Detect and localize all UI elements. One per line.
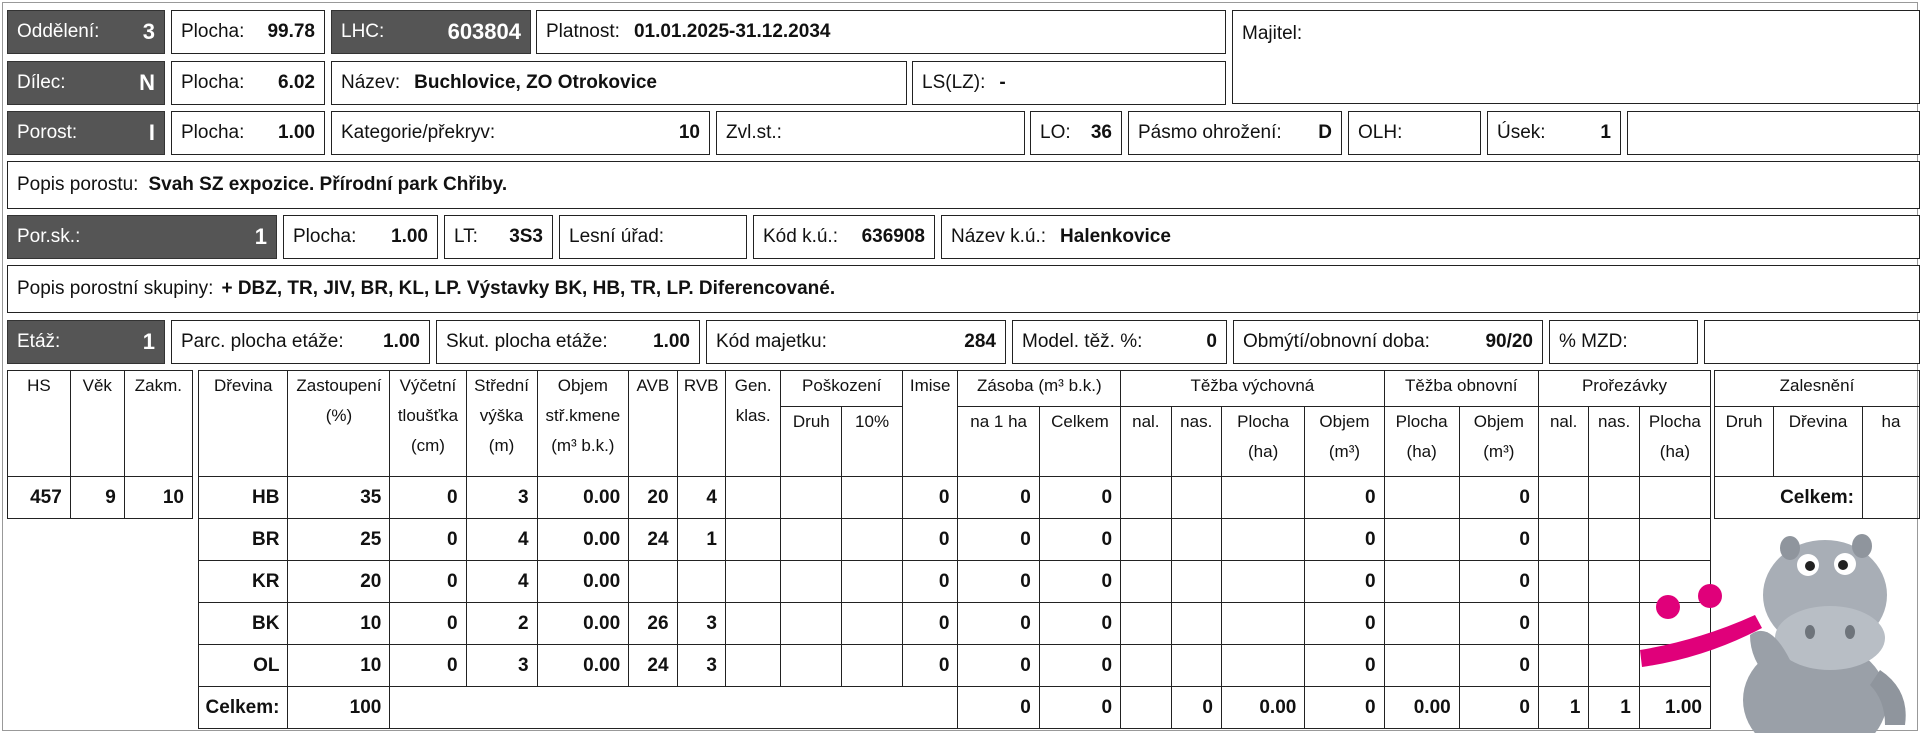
imise-cell: 0 <box>902 519 958 561</box>
to-objem-l1: Objem <box>1473 412 1524 431</box>
vyc-l1: Výčetní <box>399 376 457 395</box>
usek-value: 1 <box>1600 122 1611 143</box>
table-total-row <box>199 687 1711 729</box>
obmyti-cell <box>1233 320 1543 364</box>
zvl-cell <box>716 111 1025 155</box>
stredni-cell: 3 <box>466 645 537 687</box>
dilec-label: Dílec: <box>17 72 66 93</box>
avb-cell: 24 <box>629 519 677 561</box>
rvb-cell: 3 <box>677 603 725 645</box>
objem-kmene-cell: 0.00 <box>537 561 629 603</box>
parc-label: Parc. plocha etáže: <box>181 331 344 352</box>
vyc-l2: tloušťka <box>397 406 459 425</box>
olh-cell <box>1348 111 1481 155</box>
olh-label: OLH: <box>1358 122 1403 143</box>
plocha-value: 99.78 <box>267 21 315 42</box>
porsk-label: Por.sk.: <box>17 226 81 247</box>
total-to-objem: 0 <box>1459 687 1538 729</box>
tv-nas-cell <box>1171 519 1221 561</box>
tv-nal-cell <box>1121 477 1171 519</box>
stredni-header <box>466 371 537 477</box>
zakm-value: 10 <box>124 477 192 519</box>
mzd-label: % MZD: <box>1559 331 1628 352</box>
tv-nas-cell <box>1171 603 1221 645</box>
parc-value: 1.00 <box>383 331 420 352</box>
hs-header: HS <box>8 371 71 477</box>
tv-plocha-cell <box>1221 519 1304 561</box>
total-to-plocha: 0.00 <box>1384 687 1459 729</box>
tv-objem-cell: 0 <box>1305 645 1384 687</box>
gen-l1: Gen. <box>734 376 772 395</box>
porsk-cell <box>7 215 277 259</box>
ls-label: LS(LZ): <box>922 72 986 93</box>
model-cell <box>1012 320 1227 364</box>
nazev-label: Název: <box>341 72 401 93</box>
nazev-ku-value: Halenkovice <box>1060 226 1171 247</box>
pr-plocha-header <box>1639 407 1710 477</box>
drevina-cell: BK <box>199 603 288 645</box>
tv-plocha-header <box>1221 407 1304 477</box>
kod-majetku-value: 284 <box>964 331 996 352</box>
plocha-value: 6.02 <box>278 72 315 93</box>
model-label: Model. těž. %: <box>1022 331 1143 352</box>
rvb-cell <box>677 561 725 603</box>
pr-plocha-l1: Plocha <box>1648 412 1701 431</box>
to-plocha-cell <box>1384 561 1459 603</box>
avb-cell: 26 <box>629 603 677 645</box>
to-objem-cell: 0 <box>1459 645 1538 687</box>
pr-nal-cell <box>1538 477 1588 519</box>
platnost-cell <box>536 10 1226 54</box>
drevina-cell: BR <box>199 519 288 561</box>
tv-objem-l1: Objem <box>1319 412 1370 431</box>
nazev-cell <box>331 61 907 105</box>
lt-label: LT: <box>454 226 478 247</box>
zal-druh-header: Druh <box>1715 407 1774 477</box>
tv-plocha-cell <box>1221 603 1304 645</box>
vycetni-cell: 0 <box>390 561 466 603</box>
row3-empty-cell <box>1627 111 1920 155</box>
avb-cell: 20 <box>629 477 677 519</box>
pr-nas-cell <box>1589 477 1639 519</box>
vycetni-cell: 0 <box>390 645 466 687</box>
kod-majetku-label: Kód majetku: <box>716 331 827 352</box>
pasmo-cell <box>1128 111 1342 155</box>
gen-header <box>725 371 781 477</box>
etaz-value: 1 <box>142 329 155 354</box>
parc-cell <box>171 320 430 364</box>
majitel-cell <box>1232 10 1920 104</box>
vek-value: 9 <box>70 477 124 519</box>
total-tv-plocha: 0.00 <box>1221 687 1304 729</box>
table-row <box>199 519 1711 561</box>
obmyti-value: 90/20 <box>1485 331 1533 352</box>
pasmo-label: Pásmo ohrožení: <box>1138 122 1282 143</box>
tv-nas-cell <box>1171 561 1221 603</box>
lesni-urad-cell <box>559 215 747 259</box>
poskozeni-header: Poškození <box>781 371 902 407</box>
oddeleni-label: Oddělení: <box>17 21 100 42</box>
porost-value: I <box>148 120 155 145</box>
to-plocha-cell <box>1384 477 1459 519</box>
imise-cell: 0 <box>902 561 958 603</box>
pasmo-value: D <box>1318 122 1332 143</box>
total-celkem: 0 <box>1039 687 1120 729</box>
porost-cell <box>7 111 165 155</box>
kod-ku-label: Kód k.ú.: <box>763 226 838 247</box>
tv-objem-l2: (m³) <box>1328 442 1361 461</box>
avb-cell <box>629 561 677 603</box>
drevina-header: Dřevina <box>199 371 288 477</box>
tezba-vychovna-header: Těžba výchovná <box>1121 371 1384 407</box>
total-zastoupeni: 100 <box>288 687 390 729</box>
nazev-value: Buchlovice, ZO Otrokovice <box>414 72 657 93</box>
posk-druh-cell <box>781 645 842 687</box>
tv-plocha-l2: (ha) <box>1248 442 1279 461</box>
to-objem-cell: 0 <box>1459 477 1538 519</box>
zastoupeni-header <box>288 371 390 477</box>
tv-nal-header: nal. <box>1121 407 1171 477</box>
zastoupeni-cell: 10 <box>288 603 390 645</box>
zastoupeni-cell: 35 <box>288 477 390 519</box>
tv-nal-cell <box>1121 561 1171 603</box>
kategorie-cell <box>331 111 710 155</box>
lo-label: LO: <box>1040 122 1071 143</box>
objem-kmene-cell: 0.00 <box>537 645 629 687</box>
plocha-label: Plocha: <box>181 122 245 143</box>
tv-nas-cell <box>1171 645 1221 687</box>
rvb-header: RVB <box>677 371 725 477</box>
ls-value: - <box>999 72 1006 93</box>
stredni-cell: 2 <box>466 603 537 645</box>
zal-celkem-label: Celkem: <box>1715 477 1863 519</box>
zasoba-na1ha-cell: 0 <box>958 645 1039 687</box>
tv-objem-cell: 0 <box>1305 561 1384 603</box>
lhc-label: LHC: <box>341 21 385 42</box>
zast-l1: Zastoupení <box>296 376 382 395</box>
pr-plocha-cell <box>1639 477 1710 519</box>
platnost-label: Platnost: <box>546 21 620 42</box>
gen-cell <box>725 519 781 561</box>
vycetni-cell: 0 <box>390 603 466 645</box>
lhc-cell <box>331 10 531 54</box>
total-blank <box>390 687 958 729</box>
oddeleni-cell <box>7 10 165 54</box>
hs-table <box>7 370 193 519</box>
posk-10-cell <box>842 645 903 687</box>
kod-ku-cell <box>753 215 935 259</box>
zastoupeni-cell: 25 <box>288 519 390 561</box>
vycetni-cell: 0 <box>390 477 466 519</box>
imise-header: Imise <box>902 371 958 477</box>
kategorie-value: 10 <box>678 122 700 143</box>
objem-kmene-cell: 0.00 <box>537 477 629 519</box>
zal-ha-header: ha <box>1863 407 1920 477</box>
posk-10-cell <box>842 477 903 519</box>
to-plocha-cell <box>1384 519 1459 561</box>
gen-cell <box>725 603 781 645</box>
total-tv-objem: 0 <box>1305 687 1384 729</box>
tezba-obnovni-header: Těžba obnovní <box>1384 371 1538 407</box>
poskozeni-druh-header: Druh <box>781 407 842 477</box>
zasoba-celkem-cell: 0 <box>1039 561 1120 603</box>
zalesneni-header: Zalesnění <box>1715 371 1920 407</box>
zakm-header: Zakm. <box>124 371 192 477</box>
avb-cell: 24 <box>629 645 677 687</box>
tv-nal-cell <box>1121 645 1171 687</box>
skut-value: 1.00 <box>653 331 690 352</box>
pr-nal-cell <box>1538 561 1588 603</box>
dilec-value: N <box>139 70 155 95</box>
tv-nas-cell <box>1171 477 1221 519</box>
oddeleni-plocha-cell <box>171 10 325 54</box>
total-na1ha: 0 <box>958 687 1039 729</box>
tv-nas-header: nas. <box>1171 407 1221 477</box>
lo-cell <box>1030 111 1122 155</box>
total-pr-plocha: 1.00 <box>1639 687 1710 729</box>
objem-kmene-cell: 0.00 <box>537 603 629 645</box>
zasoba-header: Zásoba (m³ b.k.) <box>958 371 1121 407</box>
tv-plocha-cell <box>1221 645 1304 687</box>
etaz-cell <box>7 320 165 364</box>
zasoba-celkem-cell: 0 <box>1039 645 1120 687</box>
zal-celkem-value <box>1863 477 1920 519</box>
rvb-cell: 4 <box>677 477 725 519</box>
zal-drevina-header: Dřevina <box>1774 407 1863 477</box>
porsk-plocha-cell <box>283 215 438 259</box>
zvl-label: Zvl.st.: <box>726 122 782 143</box>
hs-value: 457 <box>8 477 71 519</box>
popis-porostu-label: Popis porostu: <box>17 174 139 195</box>
zasoba-na1ha-cell: 0 <box>958 603 1039 645</box>
tv-plocha-l1: Plocha <box>1237 412 1290 431</box>
zast-l2: (%) <box>325 406 353 425</box>
etaz-label: Etáž: <box>17 331 61 352</box>
majitel-label: Majitel: <box>1242 23 1303 44</box>
table-row <box>199 645 1711 687</box>
tv-objem-cell: 0 <box>1305 477 1384 519</box>
zalesneni-table <box>1714 370 1920 519</box>
vycetni-cell: 0 <box>390 519 466 561</box>
platnost-value: 01.01.2025-31.12.2034 <box>633 21 831 42</box>
total-tv-nal <box>1121 687 1171 729</box>
kod-majetku-cell <box>706 320 1006 364</box>
lesni-urad-label: Lesní úřad: <box>569 226 665 247</box>
popis-skupiny-value: + DBZ, TR, JIV, BR, KL, LP. Výstavky BK, HB, TR, LP. Diferencované. <box>221 278 836 299</box>
popis-porostu-cell <box>7 161 1920 209</box>
porsk-value: 1 <box>254 224 267 249</box>
imise-cell: 0 <box>902 603 958 645</box>
imise-cell: 0 <box>902 477 958 519</box>
objem-kmene-cell: 0.00 <box>537 519 629 561</box>
table-row <box>199 477 1711 519</box>
main-table <box>198 370 1711 729</box>
posk-10-cell <box>842 603 903 645</box>
tv-nal-cell <box>1121 519 1171 561</box>
to-plocha-cell <box>1384 603 1459 645</box>
oddeleni-value: 3 <box>142 19 155 44</box>
rvb-cell: 1 <box>677 519 725 561</box>
zasoba-na1ha-cell: 0 <box>958 477 1039 519</box>
popis-porostu-value: Svah SZ expozice. Přírodní park Chřiby. <box>148 174 508 195</box>
tv-objem-header <box>1305 407 1384 477</box>
skut-label: Skut. plocha etáže: <box>446 331 608 352</box>
drevina-cell: HB <box>199 477 288 519</box>
posk-druh-cell <box>781 561 842 603</box>
mzd-cell <box>1549 320 1698 364</box>
popis-skupiny-label: Popis porostní skupiny: <box>17 278 214 299</box>
zasoba-celkem-cell: 0 <box>1039 477 1120 519</box>
zasoba-celkem-header: Celkem <box>1039 407 1120 477</box>
poskozeni-10-header: 10% <box>842 407 903 477</box>
to-objem-cell: 0 <box>1459 519 1538 561</box>
prorezavky-header: Prořezávky <box>1538 371 1710 407</box>
total-tv-nas: 0 <box>1171 687 1221 729</box>
pr-nal-cell <box>1538 519 1588 561</box>
to-objem-cell: 0 <box>1459 603 1538 645</box>
dilec-cell <box>7 61 165 105</box>
obj-l1: Objem <box>557 376 608 395</box>
to-plocha-l1: Plocha <box>1395 412 1448 431</box>
posk-druh-cell <box>781 519 842 561</box>
stredni-cell: 4 <box>466 519 537 561</box>
plocha-label: Plocha: <box>181 21 245 42</box>
dilec-plocha-cell <box>171 61 325 105</box>
lt-value: 3S3 <box>509 226 543 247</box>
drevina-cell: KR <box>199 561 288 603</box>
plocha-label: Plocha: <box>181 72 245 93</box>
zasoba-celkem-cell: 0 <box>1039 603 1120 645</box>
total-label: Celkem: <box>199 687 288 729</box>
avb-header: AVB <box>629 371 677 477</box>
hippo-mascot-icon <box>1630 520 1920 733</box>
popis-skupiny-cell <box>7 265 1920 313</box>
table-row <box>199 603 1711 645</box>
total-pr-nal: 1 <box>1538 687 1588 729</box>
zasoba-na1ha-cell: 0 <box>958 561 1039 603</box>
to-objem-l2: (m³) <box>1483 442 1515 461</box>
to-plocha-l2: (ha) <box>1406 442 1437 461</box>
plocha-value: 1.00 <box>278 122 315 143</box>
tv-objem-cell: 0 <box>1305 603 1384 645</box>
vyc-l3: (cm) <box>410 436 445 455</box>
pr-nal-cell <box>1538 603 1588 645</box>
zastoupeni-cell: 20 <box>288 561 390 603</box>
porost-plocha-cell <box>171 111 325 155</box>
to-objem-cell: 0 <box>1459 561 1538 603</box>
tv-plocha-cell <box>1221 477 1304 519</box>
zasoba-celkem-cell: 0 <box>1039 519 1120 561</box>
str-l1: Střední <box>474 376 529 395</box>
imise-cell: 0 <box>902 645 958 687</box>
pr-nal-cell <box>1538 645 1588 687</box>
stredni-cell: 3 <box>466 477 537 519</box>
ls-cell <box>912 61 1226 105</box>
posk-druh-cell <box>781 603 842 645</box>
tv-nal-cell <box>1121 603 1171 645</box>
plocha-value: 1.00 <box>391 226 428 247</box>
posk-10-cell <box>842 519 903 561</box>
vycetni-header <box>390 371 466 477</box>
obmyti-label: Obmýtí/obnovní doba: <box>1243 331 1430 352</box>
posk-10-cell <box>842 561 903 603</box>
zasoba-na1ha-cell: 0 <box>958 519 1039 561</box>
obj-l2: stř.kmene <box>545 406 621 425</box>
total-pr-nas: 1 <box>1589 687 1639 729</box>
lt-cell <box>444 215 553 259</box>
objem-kmene-header <box>537 371 629 477</box>
zastoupeni-cell: 10 <box>288 645 390 687</box>
to-plocha-cell <box>1384 645 1459 687</box>
na1ha-header: na 1 ha <box>958 407 1039 477</box>
pr-nal-header: nal. <box>1538 407 1588 477</box>
lo-value: 36 <box>1090 122 1112 143</box>
pr-nas-header: nas. <box>1589 407 1639 477</box>
to-objem-header <box>1459 407 1538 477</box>
skut-cell <box>436 320 700 364</box>
lhc-value: 603804 <box>447 19 521 44</box>
row7-empty-cell <box>1704 320 1920 364</box>
vek-header: Věk <box>70 371 124 477</box>
model-value: 0 <box>1206 331 1217 352</box>
pr-plocha-l2: (ha) <box>1659 442 1691 461</box>
str-l3: (m) <box>488 436 515 455</box>
gen-cell <box>725 645 781 687</box>
drevina-cell: OL <box>199 645 288 687</box>
nazev-ku-cell <box>941 215 1920 259</box>
nazev-ku-label: Název k.ú.: <box>951 226 1047 247</box>
to-plocha-header <box>1384 407 1459 477</box>
str-l2: výška <box>479 406 524 425</box>
rvb-cell: 3 <box>677 645 725 687</box>
gen-l2: klas. <box>735 406 771 425</box>
stredni-cell: 4 <box>466 561 537 603</box>
gen-cell <box>725 477 781 519</box>
porost-label: Porost: <box>17 122 78 143</box>
kategorie-label: Kategorie/překryv: <box>341 122 496 143</box>
gen-cell <box>725 561 781 603</box>
posk-druh-cell <box>781 477 842 519</box>
usek-label: Úsek: <box>1497 122 1546 143</box>
obj-l3: (m³ b.k.) <box>551 436 615 455</box>
plocha-label: Plocha: <box>293 226 357 247</box>
kod-ku-value: 636908 <box>861 226 925 247</box>
usek-cell <box>1487 111 1621 155</box>
tv-plocha-cell <box>1221 561 1304 603</box>
table-row <box>199 561 1711 603</box>
tv-objem-cell: 0 <box>1305 519 1384 561</box>
